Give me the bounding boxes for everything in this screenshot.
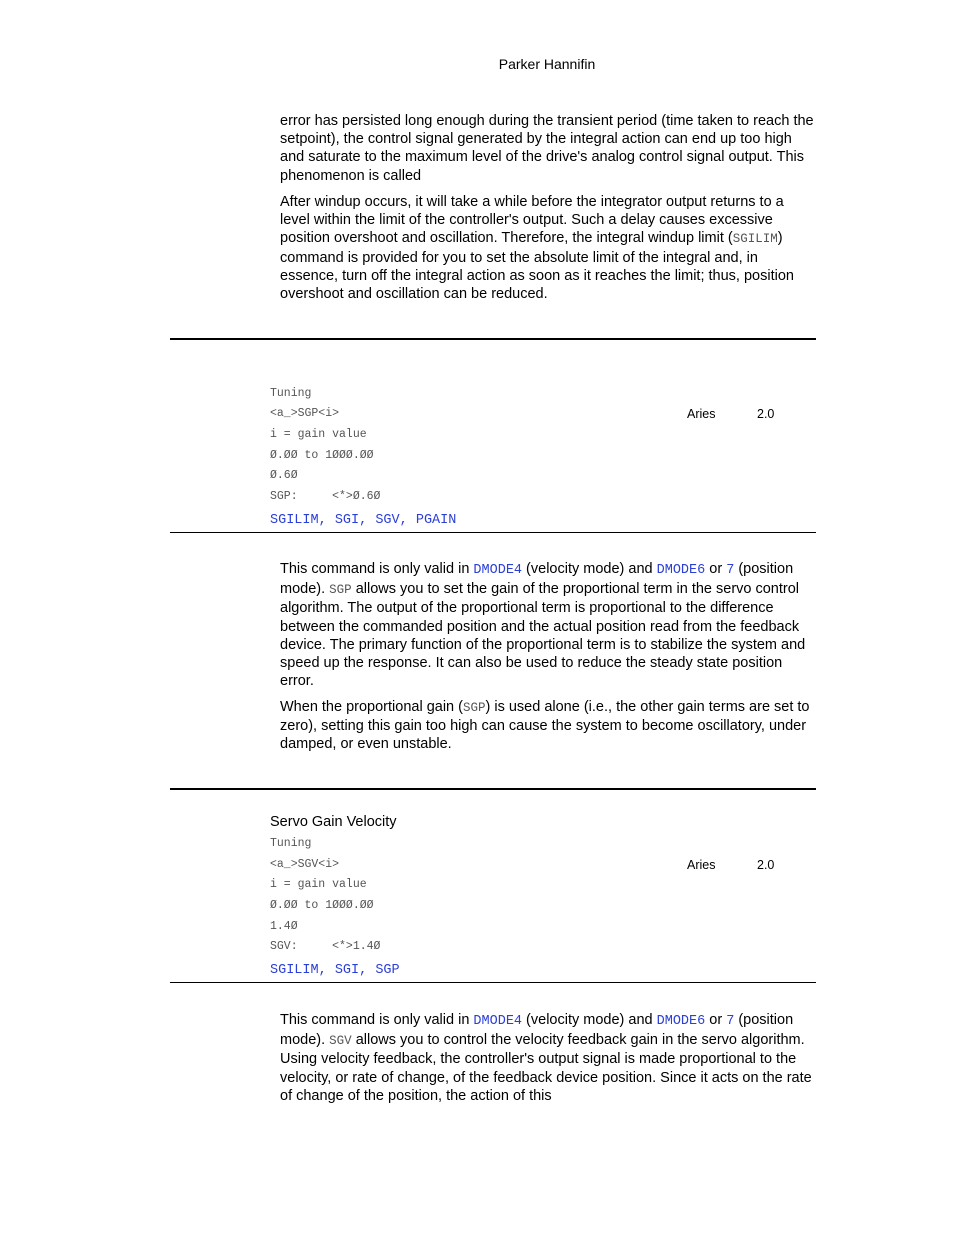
sgilim-code: SGILIM <box>732 232 778 247</box>
dmode4-link[interactable]: DMODE4 <box>473 563 523 578</box>
sgp-default: Ø.6Ø <box>270 469 298 482</box>
sgv-description: This command is only valid in DMODE4 (velocity mode) and DMODE6 or 7 (position mode). SGV allows you to control the velocity feedback gain in the servo algorithm. Using velocity feedback, the controller's output signal is made proportional to the velocity, or rate of change, of the feedback device position. Since it acts on the rate of change of the position, the action of this <box>280 1012 812 1104</box>
see-also-link-sgv[interactable]: SGV <box>375 513 400 528</box>
dmode6-link[interactable]: DMODE6 <box>656 1014 706 1029</box>
intro-paragraph-2 <box>280 193 814 303</box>
sgp-code-2: SGP <box>462 701 486 715</box>
see-also-link-sgilim[interactable]: SGILIM <box>270 513 319 528</box>
sgv-top-rule <box>170 788 816 790</box>
sgv-code: SGV <box>329 1034 352 1049</box>
dmode6-link[interactable]: DMODE6 <box>656 563 706 578</box>
dmode7-link[interactable]: 7 <box>726 1014 735 1029</box>
sgp-syntax: <a_>SGP<i> <box>270 407 340 420</box>
sgv-bottom-rule <box>170 982 816 983</box>
sgv-product: Aries <box>687 858 716 872</box>
see-also-link-sgilim[interactable]: SGILIM <box>270 963 319 978</box>
sgv-type: Tuning <box>270 837 312 850</box>
page-header: Parker Hannifin <box>498 56 596 72</box>
sgp-type: Tuning <box>270 387 312 400</box>
sgp-top-rule <box>170 338 816 340</box>
see-also-link-pgain[interactable]: PGAIN <box>415 513 457 528</box>
sgv-default: 1.4Ø <box>270 920 298 933</box>
sgp-code: SGP <box>329 583 352 598</box>
dmode4-link[interactable]: DMODE4 <box>473 1014 523 1029</box>
sgp-product: Aries <box>687 407 716 421</box>
see-also-link-sgp[interactable]: SGP <box>375 963 400 978</box>
sgp-description-2: When the proportional gain (SGP) is used alone (i.e., the other gain terms are set to zero), setting this gain too high can cause the system to become oscillatory, under damped, or even unstable. <box>280 699 810 753</box>
intro-paragraph-1: error has persisted long enough during the transient period (time taken to reach the setpoint), the control signal generated by the integral action can end up too high and saturate to the maximum level of the drive's analog control signal output. This phenomenon is called <box>280 113 814 184</box>
sgp-version: 2.0 <box>757 407 775 421</box>
sgv-see-also: SGILIM, SGI, SGP <box>270 963 400 978</box>
sgp-units: i = gain value <box>270 428 367 441</box>
sgp-see-also: SGILIM, SGI, SGV, PGAIN <box>270 513 457 528</box>
sgp-range: Ø.ØØ to 1ØØØ.ØØ <box>270 449 374 462</box>
sgv-response: SGV: <*>1.4Ø <box>270 940 381 953</box>
sgv-units: i = gain value <box>270 878 367 891</box>
sgv-command-name: Servo Gain Velocity <box>270 814 397 830</box>
sgp-bottom-rule <box>170 532 816 533</box>
dmode7-link[interactable]: 7 <box>726 563 735 578</box>
sgv-version: 2.0 <box>757 858 775 872</box>
sgv-range: Ø.ØØ to 1ØØØ.ØØ <box>270 899 374 912</box>
intro-p2-text-b: ) command is provided for you to set the absolute limit of the integral and, in essence, turn off the integral action as soon as it reaches the limit; thus, position overshoot and oscillation can be reduced. <box>280 230 794 303</box>
sgv-syntax: <a_>SGV<i> <box>270 858 340 871</box>
intro-p2-text-a: After windup occurs, it will take a while before the integrator output returns to a level within the limit of the controller's output. Such a delay causes excessive position overshoot and oscillation. Therefore, the integral windup limit ( <box>280 194 784 247</box>
see-also-link-sgi[interactable]: SGI <box>334 513 360 528</box>
sgp-description: This command is only valid in DMODE4 (velocity mode) and DMODE6 or 7 (position mode). SGP allows you to set the gain of the proportional term in the servo control algorithm. The output of the proportional term is proportional to the difference between the commanded position and the actual position read from the feedback device. The primary function of the proportional term is to stabilize the system and speed up the response. It can also be used to reduce the steady state position error. <box>280 561 806 690</box>
sgp-response: SGP: <*>Ø.6Ø <box>270 490 381 503</box>
see-also-link-sgi[interactable]: SGI <box>334 963 360 978</box>
